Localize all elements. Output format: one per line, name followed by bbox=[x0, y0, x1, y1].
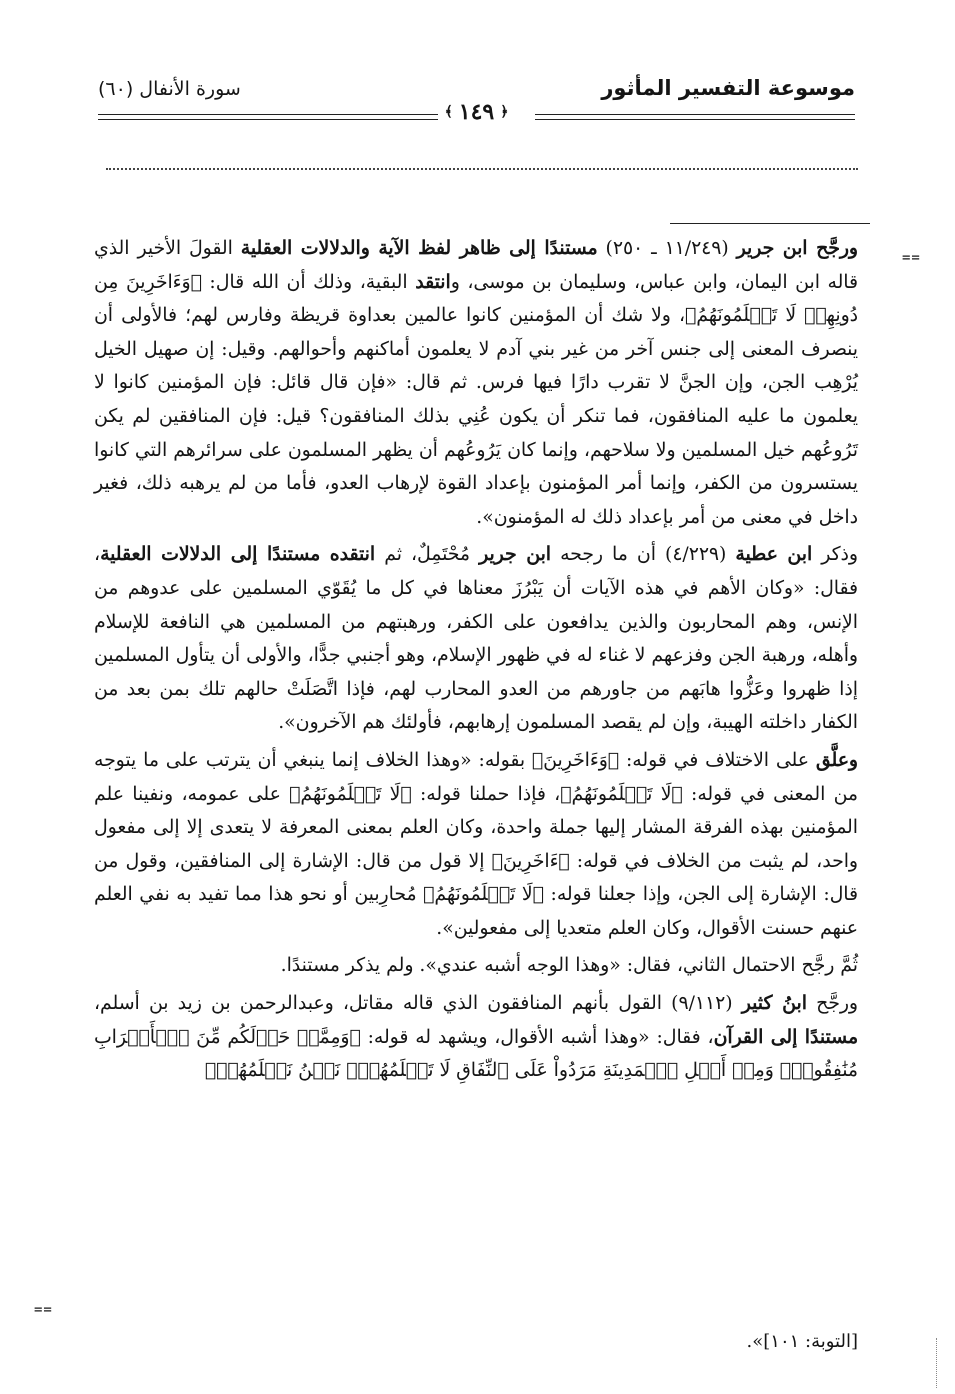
header-rule-left bbox=[98, 114, 438, 120]
bold-text: ابن عطية bbox=[735, 543, 813, 566]
footnote-body bbox=[94, 232, 858, 1088]
text-run: (٤/٢٢٩) أن ما رجحه bbox=[551, 544, 736, 566]
footnote-marker-bottom: == bbox=[34, 1302, 53, 1318]
text-run: القولَ الأخير الذي قاله ابن اليمان، وابن عباس، وسليمان بن موسى، و bbox=[94, 238, 859, 293]
bold-text: انتقده مستندًا إلى الدلالات العقلية bbox=[100, 543, 376, 566]
bold-text: مستندًا إلى القرآن bbox=[713, 1025, 858, 1048]
bold-text: وعلَّق bbox=[815, 748, 858, 771]
margin-mark bbox=[936, 1338, 941, 1388]
text-run: على الاختلاف في قوله: ﴿وَءَاخَرِينَ﴾ بقوله: «وهذا الخلاف إنما ينبغي أن يترتب على ما يتوجه من المعنى في قوله: ﴿لَا تَعۡلَمُونَهُمُ﴾، فإذا حملنا قوله: ﴿لَا تَعۡلَمُونَهُمُ﴾ على عمومه، ونفينا علم المؤمنين بهذه الفرقة المشار إليها جملة واحدة، وكان العلم بمعنى المعرفة لا يتعدى إلا إلى مفعول واحد، لم يثبت من الخلاف في قوله: ﴿ءَاخَرِينَ﴾ إلا قول من قال: الإشارة إلى المنافقين، وقول من قال: الإشارة إلى الجن، وإذا جعلنا قوله: ﴿لَا تَعۡلَمُونَهُمُ﴾ مُحارِبين أو نحو هذا مما تفيد به نفي العلم عنهم حسنت الأقوال، وكان العلم متعديا إلى مفعولين». bbox=[94, 749, 858, 939]
surah-name: سورة الأنفال (٦٠) bbox=[98, 78, 241, 100]
ornament-icon: ﴿ bbox=[500, 104, 509, 120]
paragraph bbox=[94, 987, 858, 1088]
paragraph bbox=[94, 744, 858, 946]
bold-text: ورجَّح bbox=[807, 237, 858, 259]
paragraph bbox=[94, 949, 858, 983]
page-number: ١٤٩ bbox=[458, 99, 495, 125]
bold-text: ابن جرير bbox=[736, 237, 808, 259]
book-title: موسوعة التفسير المأثور bbox=[601, 76, 855, 100]
bold-text: ابنُ كثير bbox=[741, 992, 807, 1015]
ornament-icon: ﴾ bbox=[444, 104, 453, 120]
paragraph bbox=[94, 538, 858, 740]
text-run: (١١/٢٤٩ ـ ٢٥٠) bbox=[597, 238, 737, 259]
text-run: البقية، وذلك أن الله قال: ﴿وَءَاخَرِينَ مِن دُونِهِمۡ لَا تَعۡلَمُونَهُمُ﴾، ولا شك أن المؤمنين كانوا عالمين بعداوة قريظة وفارس لهم؛ فالأولى أن ينصرف المعنى إلى جنس آخر من غير بني آدم لا يعلمون أماكنهم وأحوالهم. وقيل: إن صهيل الخيل يُرْهِب الجن، وإن الجنَّ لا تقرب دارًا فيها فرس. ثم قال: «فإن قال قائل: فإن المؤمنين كانوا لا يعلمون ما عليه المنافقون، فما تنكر أن يكون عُنِي بذلك المنافقون؟ قيل: فإن المنافقين لم يكن تَرُوعُهم خيل المسلمين ولا سلاحهم، وإنما كان يَرُوعُهم أن يظهر المسلمون على سرائرهم التي كانوا يستسرون من الكفر، وإنما أمر المؤمنون بإعداد القوة لإرهاب العدو، فأما من لم يرهبه ذلك، فغير داخل في معنى من أمر بإعداد ذلك له المؤمنون». bbox=[94, 271, 858, 528]
text-run: وذكر bbox=[812, 544, 858, 566]
text-run: ورجَّح bbox=[806, 993, 859, 1015]
paragraph bbox=[94, 232, 858, 534]
text-run: مُحْتَمِلٌ، ثم bbox=[375, 544, 480, 566]
text-run: (٩/١١٢) القول بأنهم المنافقون الذي قاله مقاتل، وعبدالرحمن بن زيد بن أسلم، bbox=[94, 993, 742, 1015]
bold-text: ابن جرير bbox=[479, 543, 552, 566]
dotted-separator bbox=[106, 168, 858, 170]
page-header bbox=[98, 74, 855, 134]
page-number-block bbox=[439, 99, 515, 125]
bold-text: مستندًا إلى ظاهر لفظ الآية والدلالات العقلية bbox=[240, 237, 598, 259]
footnote-separator bbox=[670, 223, 870, 224]
header-rule-right bbox=[535, 114, 855, 120]
text-run: ، فقال: «وهذا أشبه الأقوال، ويشهد له قوله: ﴿وَمِمَّنۡ حَوۡلَكُم مِّنَ ٱلۡأَعۡرَابِ مُنَٰفِقُونَۖ وَمِنۡ أَهۡلِ ٱلۡمَدِينَةِ مَرَدُواْ عَلَى ٱلنِّفَاقِ لَا تَعۡلَمُهُمۡۖ نَحۡنُ نَعۡلَمُهُمۡ﴾ bbox=[94, 1026, 858, 1082]
footnote-marker-top: == bbox=[902, 250, 921, 266]
citation: [التوبة: ١٠١]». bbox=[746, 1331, 858, 1352]
text-run: ، فقال: «وكان الأهم في هذه الآيات أن يَبْرُزَ معناها في كل ما يُقَوّي المسلمين على عدوهم من الإنس، وهم المحاربون والذين يدافعون على الكفر، ورهبتهم من المسلمين هي النافعة للإسلام وأهله، ورهبة الجن وفزعهم لا غناء له في ظهور الإسلام، وهو أجنبي جدًّا، والأولى أن يتأول المسلمين إذا ظهروا وعَزُّوا هابَهم من جاورهم من العدو المحارب لهم، فإذا اتَّصَلَتْ حالهم تلك بمن بعد من الكفار داخلته الهيبة، وإن لم يقصد المسلمون إرهابهم، فأولئك هم الآخرون». bbox=[94, 544, 858, 734]
bold-text: انتقد bbox=[415, 270, 451, 293]
text-run: ثُمَّ رجَّح الاحتمال الثاني، فقال: «وهذا الوجه أشبه عندي». ولم يذكر مستندًا. bbox=[280, 955, 858, 977]
